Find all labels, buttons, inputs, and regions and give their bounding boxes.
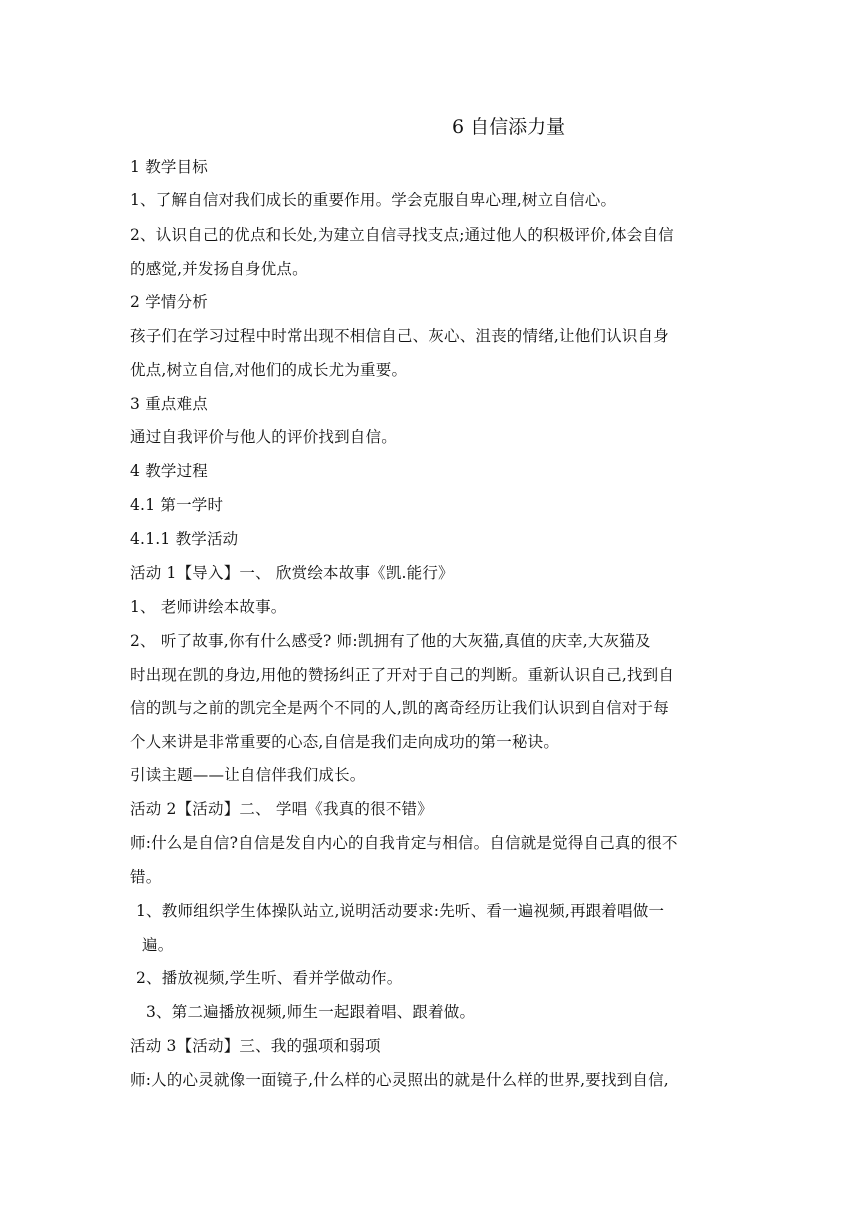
paragraph-line: 1、了解自信对我们成长的重要作用。学会克服自卑心理,树立自信心。 (130, 191, 617, 209)
paragraph-line: 时出现在凯的身边,用他的赞扬纠正了开对于自己的判断。重新认识自己,找到自 (130, 666, 675, 684)
paragraph-line: 2、 听了故事,你有什么感受? 师:凯拥有了他的大灰猫,真值的庆幸,大灰猫及 (130, 632, 651, 650)
document-title: 6 自信添力量 (452, 116, 566, 138)
subsection-heading: 4.1.1 教学活动 (130, 530, 239, 548)
paragraph-line: 优点,树立自信,对他们的成长尤为重要。 (130, 361, 408, 379)
section-heading-keypoints: 3 重点难点 (130, 395, 208, 413)
subsection-heading: 4.1 第一学时 (130, 496, 224, 514)
paragraph-line: 的感觉,并发扬自身优点。 (130, 260, 308, 278)
section-heading-objectives: 1 教学目标 (130, 158, 208, 176)
paragraph-line: 师:人的心灵就像一面镜子,什么样的心灵照出的就是什么样的世界,要找到自信, (130, 1071, 669, 1089)
paragraph-line: 师:什么是自信?自信是发自内心的自我肯定与相信。自信就是觉得自己真的很不 (130, 834, 678, 852)
paragraph-line: 3、第二遍播放视频,师生一起跟着唱、跟着做。 (146, 1003, 476, 1021)
paragraph-line: 个人来讲是非常重要的心态,自信是我们走向成功的第一秘诀。 (130, 733, 560, 751)
activity-heading: 活动 2【活动】二、 学唱《我真的很不错》 (130, 800, 433, 818)
paragraph-line: 1、教师组织学生体操队站立,说明活动要求:先听、看一遍视频,再跟着唱做一 (136, 902, 665, 920)
paragraph-line: 1、 老师讲绘本故事。 (130, 598, 287, 616)
paragraph-line: 2、播放视频,学生听、看并学做动作。 (136, 969, 403, 987)
activity-heading: 活动 1【导入】一、 欣赏绘本故事《凯.能行》 (130, 564, 454, 582)
paragraph-line: 错。 (130, 868, 162, 886)
section-heading-process: 4 教学过程 (130, 462, 208, 480)
paragraph-line: 遍。 (142, 936, 174, 954)
section-heading-analysis: 2 学情分析 (130, 293, 208, 311)
paragraph-line: 信的凯与之前的凯完全是两个不同的人,凯的离奇经历让我们认识到自信对于每 (130, 699, 669, 717)
activity-heading: 活动 3【活动】三、我的强项和弱项 (130, 1037, 381, 1055)
paragraph-line: 孩子们在学习过程中时常出现不相信自己、灰心、沮丧的情绪,让他们认识自身 (130, 327, 669, 345)
paragraph-line: 通过自我评价与他人的评价找到自信。 (130, 428, 397, 446)
paragraph-line: 引读主题——让自信伴我们成长。 (130, 766, 366, 784)
paragraph-line: 2、认识自己的优点和长处,为建立自信寻找支点;通过他人的积极评价,体会自信 (130, 226, 674, 244)
